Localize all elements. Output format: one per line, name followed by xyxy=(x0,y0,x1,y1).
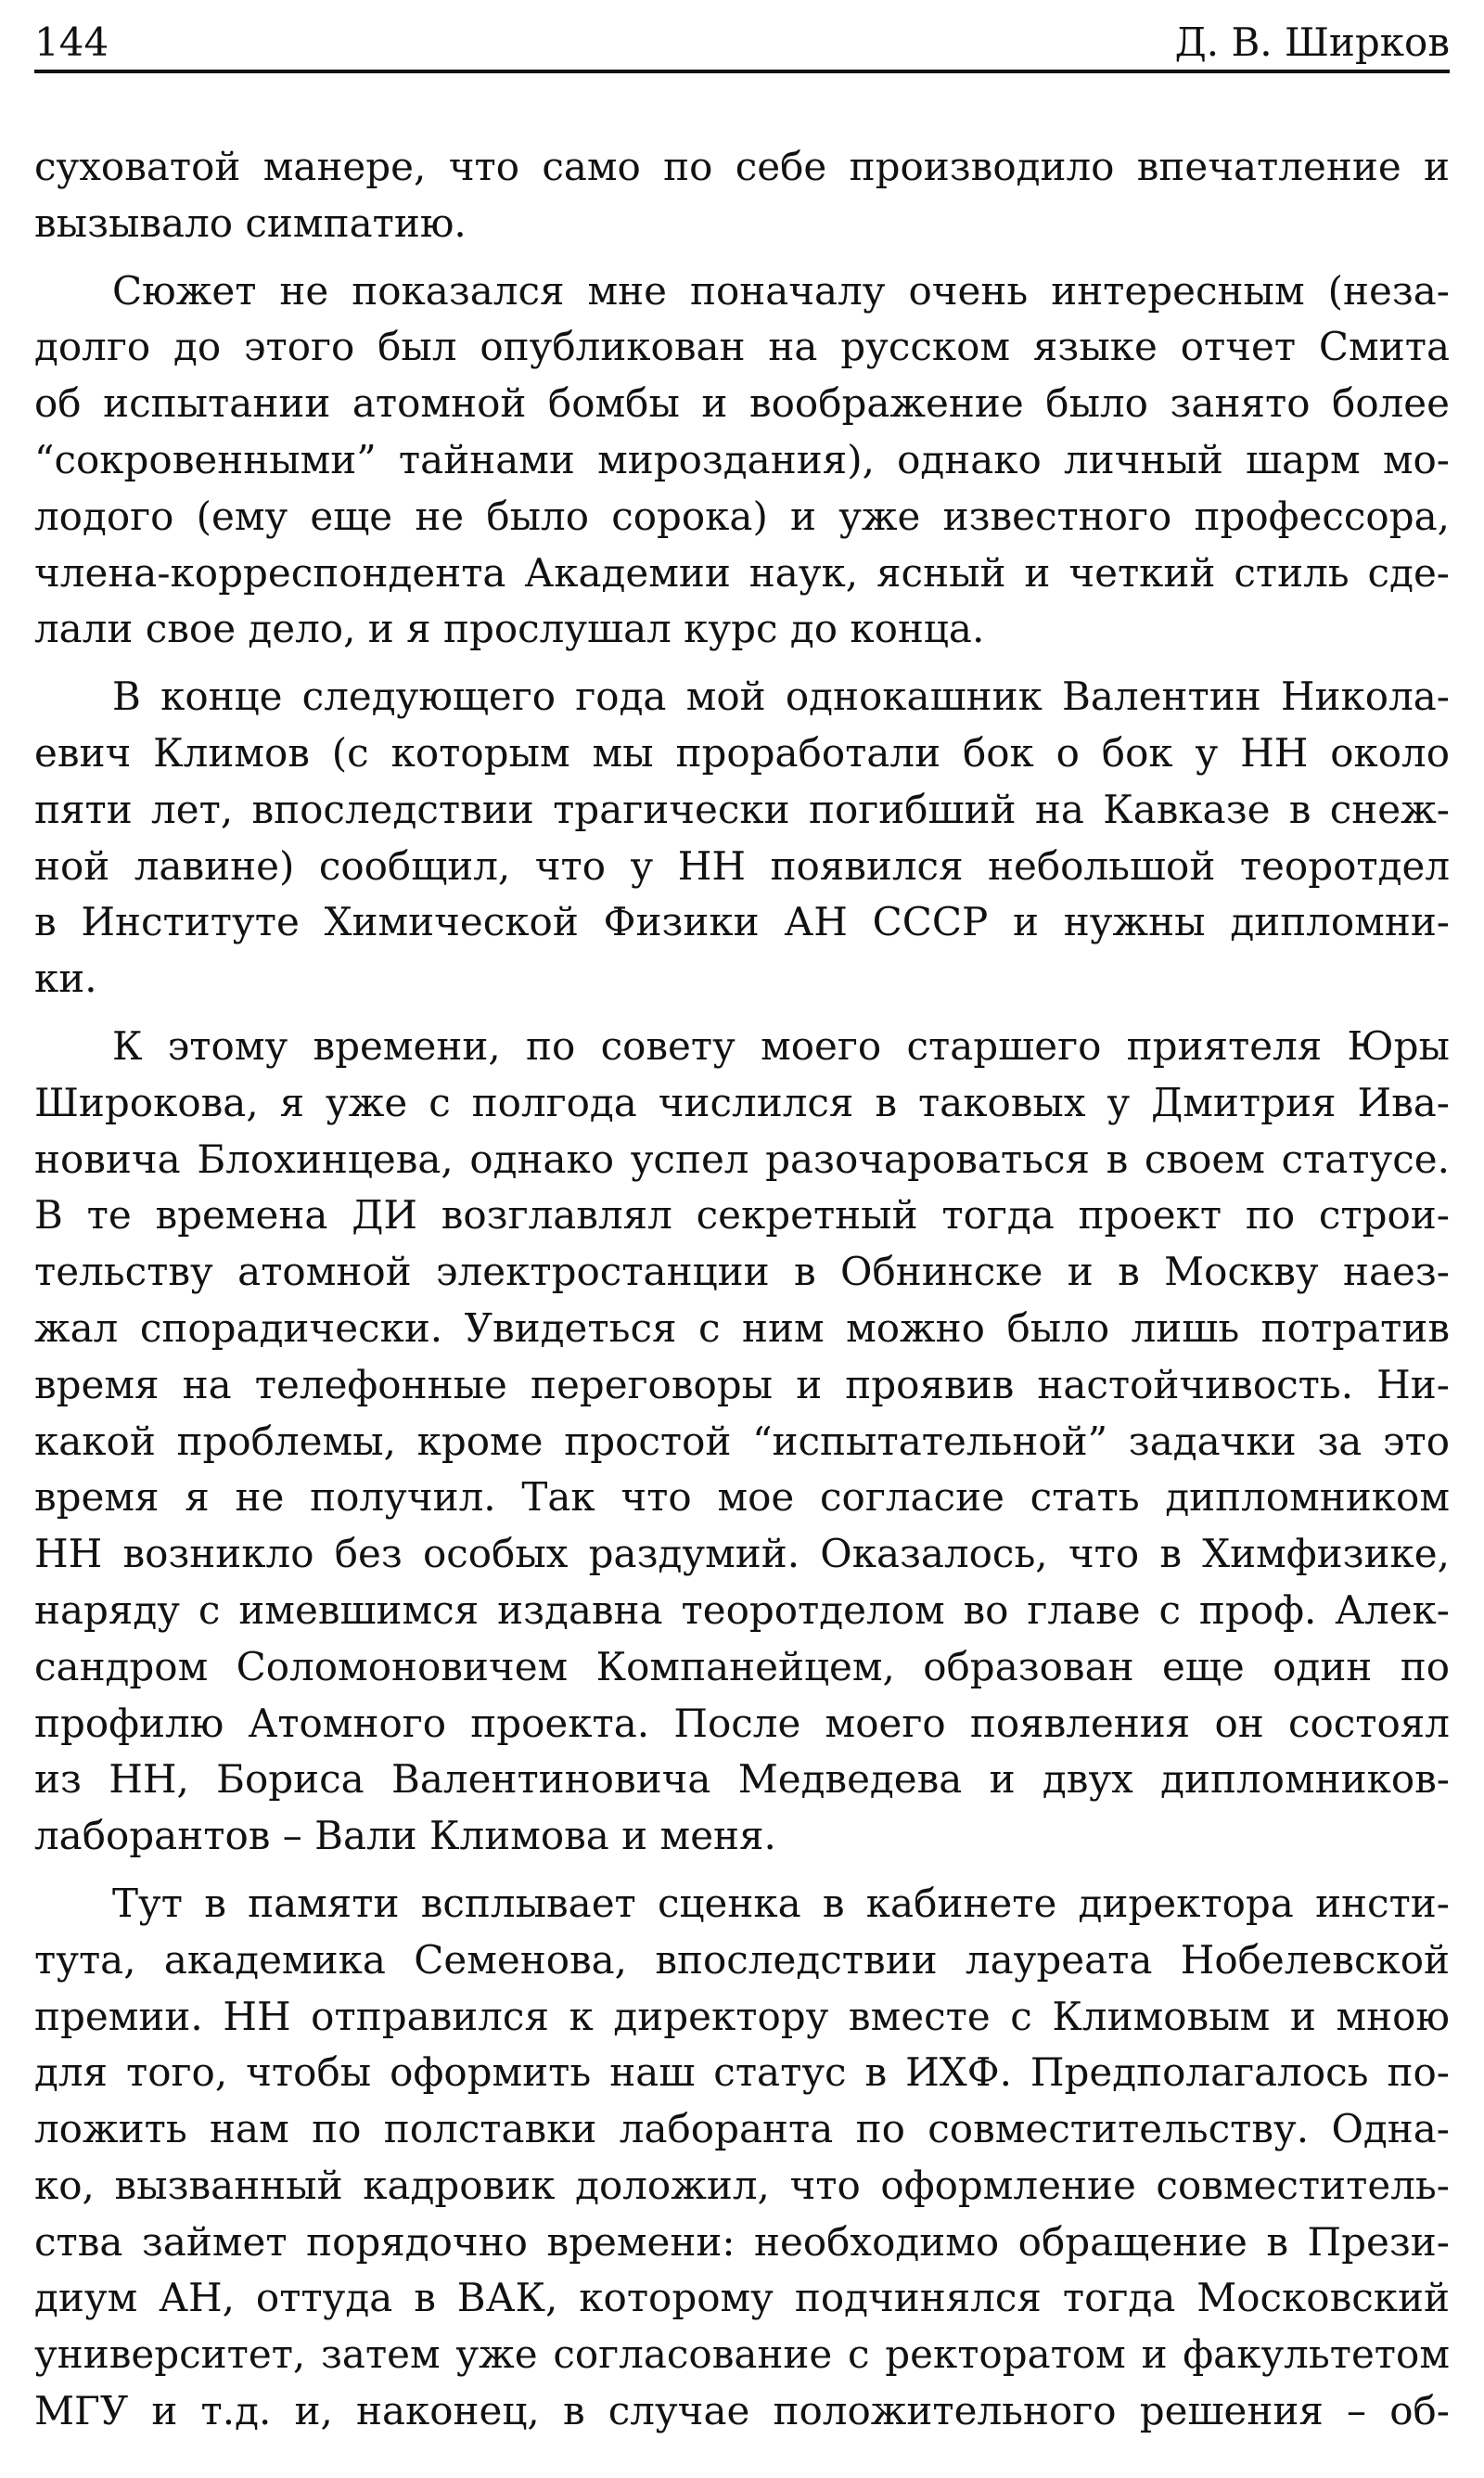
text-line: сандром Соломоновичем Компанейцем, образован еще один по xyxy=(34,1643,1450,1689)
paragraph xyxy=(34,669,1450,1008)
text-line: евич Климов (с которым мы проработали бок о бок у НН около xyxy=(34,729,1450,776)
text-line: пяти лет, впоследствии трагически погибший на Кавказе в снеж- xyxy=(34,786,1450,832)
text-line: НН возникло без особых раздумий. Оказалось, что в Химфизике, xyxy=(34,1531,1450,1577)
text-line: долго до этого был опубликован на русском языке отчет Смита xyxy=(34,324,1450,370)
text-line: В конце следующего года мой однокашник Валентин Никола- xyxy=(112,674,1450,720)
text-line: К этому времени, по совету моего старшего приятеля Юры xyxy=(112,1022,1450,1069)
text-line: ки. xyxy=(34,956,97,1002)
text-line: для того, чтобы оформить наш статус в ИХФ. Предполагалось по- xyxy=(34,2049,1450,2096)
running-head xyxy=(34,17,1450,69)
header-rule xyxy=(34,70,1450,73)
text-line: Широкова, я уже с полгода числился в таковых у Дмитрия Ива- xyxy=(34,1079,1450,1125)
text-line: Сюжет не показался мне поначалу очень интересным (неза- xyxy=(112,267,1450,314)
text-line: какой проблемы, кроме простой “испытательной” задачки за это xyxy=(34,1418,1450,1464)
text-line: ной лавине) сообщил, что у НН появился небольшой теоротдел xyxy=(34,842,1450,889)
text-line: жал спорадически. Увидеться с ним можно было лишь потратив xyxy=(34,1304,1450,1351)
text-line: диум АН, оттуда в ВАК, которому подчинялся тогда Московский xyxy=(34,2275,1450,2321)
text-line: тута, академика Семенова, впоследствии лауреата Нобелевской xyxy=(34,1936,1450,1983)
text-line: об испытании атомной бомбы и воображение было занято более xyxy=(34,380,1450,427)
paragraph xyxy=(34,139,1450,252)
text-line: новича Блохинцева, однако успел разочароваться в своем статусе. xyxy=(34,1136,1450,1182)
text-line: лодого (ему еще не было сорока) и уже известного профессора, xyxy=(34,493,1450,539)
text-line: время на телефонные переговоры и проявив настойчивость. Ни- xyxy=(34,1361,1450,1407)
text-line: премии. НН отправился к директору вместе с Климовым и мною xyxy=(34,1993,1450,2039)
text-line: члена-корреспондента Академии наук, ясный и четкий стиль сде- xyxy=(34,549,1450,596)
text-line: время я не получил. Так что мое согласие стать дипломником xyxy=(34,1474,1450,1521)
running-title: Д. В. Ширков xyxy=(1174,19,1450,65)
text-line: тельству атомной электростанции в Обнинске и в Москву наез- xyxy=(34,1249,1450,1295)
text-line: из НН, Бориса Валентиновича Медведева и двух дипломников- xyxy=(34,1756,1450,1803)
text-line: Тут в памяти всплывает сценка в кабинете директора инсти- xyxy=(112,1880,1450,1926)
text-line: В те времена ДИ возглавлял секретный тогда проект по строи- xyxy=(34,1192,1450,1239)
book-page xyxy=(34,0,1450,2478)
page-number: 144 xyxy=(34,19,109,65)
text-line: лали свое дело, и я прослушал курс до конца. xyxy=(34,606,985,652)
paragraph xyxy=(34,1876,1450,2440)
text-line: МГУ и т.д. и, наконец, в случае положительного решения – об- xyxy=(34,2388,1450,2434)
text-line: университет, затем уже согласование с ректоратом и факультетом xyxy=(34,2331,1450,2378)
paragraph xyxy=(34,1019,1450,1865)
text-line: наряду с имевшимся издавна теоротделом во главе с проф. Алек- xyxy=(34,1586,1450,1633)
text-line: суховатой манере, что само по себе производило впечатление и xyxy=(34,144,1450,189)
text-line: “сокровенными” тайнами мироздания), однако личный шарм мо- xyxy=(34,436,1450,482)
text-line: ко, вызванный кадровик доложил, что оформление совместитель- xyxy=(34,2162,1450,2208)
text-line: профилю Атомного проекта. После моего появления он состоял xyxy=(34,1700,1450,1746)
text-line: ложить нам по полставки лаборанта по совместительству. Однa- xyxy=(34,2106,1450,2152)
body-text xyxy=(34,139,1450,2440)
text-line: лаборантов – Вали Климова и меня. xyxy=(34,1813,776,1859)
text-line: ства займет порядочно времени: необходимо обращение в Прези- xyxy=(34,2218,1450,2265)
paragraph xyxy=(34,263,1450,659)
text-line: вызывало симпатию. xyxy=(34,199,467,246)
text-line: в Институте Химической Физики АН СССР и нужны дипломни- xyxy=(34,899,1450,945)
